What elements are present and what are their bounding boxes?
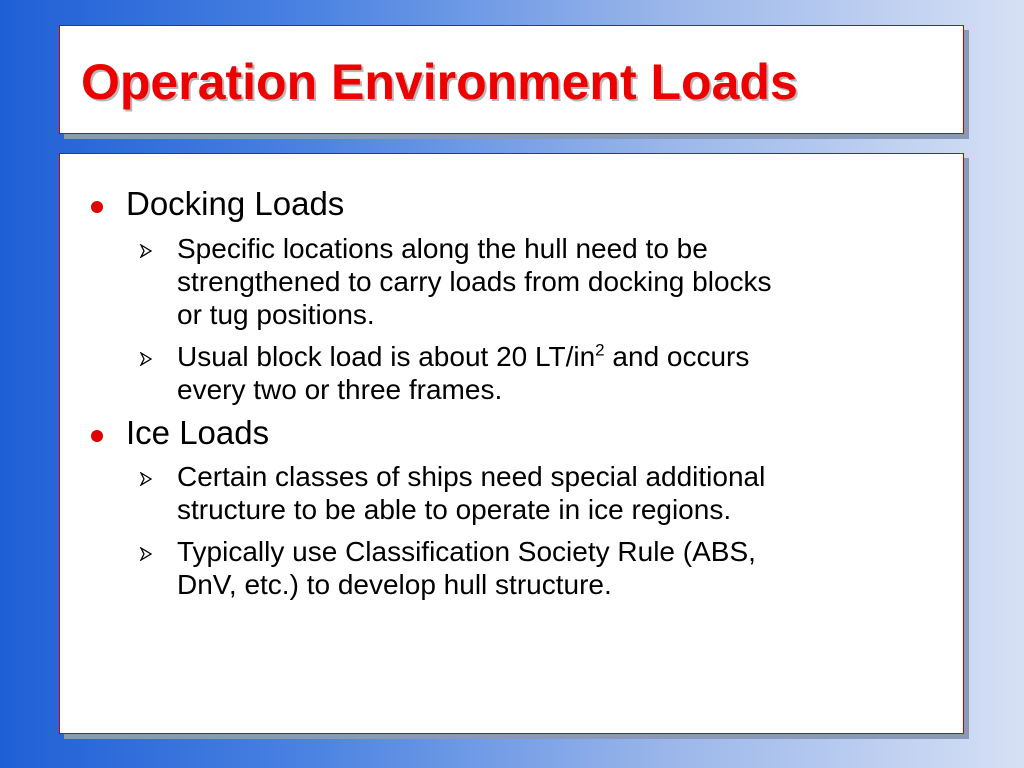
text-line: or tug positions.: [177, 299, 375, 330]
arrowhead-bullet-icon: [139, 244, 153, 258]
text-line: every two or three frames.: [177, 374, 503, 405]
text-segment: and occurs: [604, 341, 750, 372]
bullet-heading: Ice Loads: [126, 414, 270, 451]
text-line: DnV, etc.) to develop hull structure.: [177, 569, 612, 600]
red-dot-icon: [91, 201, 103, 213]
sub-bullet-text: [177, 232, 937, 331]
arrowhead-bullet-icon: [139, 472, 153, 486]
arrowhead-bullet-icon: [139, 352, 153, 366]
bullet-heading: Docking Loads: [126, 185, 345, 222]
text-line: strengthened to carry loads from docking blocks: [177, 266, 772, 297]
sub-bullet-text: [177, 340, 937, 406]
arrowhead-bullet-icon: [139, 547, 153, 561]
title-box: [59, 25, 964, 134]
text-segment: Usual block load is about 20 LT/in: [177, 341, 596, 372]
text-line: Specific locations along the hull need to be: [177, 233, 708, 264]
red-dot-icon: [91, 430, 103, 442]
content-box: [59, 153, 964, 734]
text-line: Typically use Classification Society Rule (ABS,: [177, 536, 756, 567]
text-line: Certain classes of ships need special additional: [177, 461, 766, 492]
slide-title: Operation Environment Loads: [81, 54, 798, 110]
superscript: 2: [595, 340, 605, 360]
sub-bullet-text: [177, 460, 937, 526]
sub-bullet-text: [177, 535, 937, 601]
text-line: [177, 340, 937, 373]
text-line: structure to be able to operate in ice regions.: [177, 494, 732, 525]
